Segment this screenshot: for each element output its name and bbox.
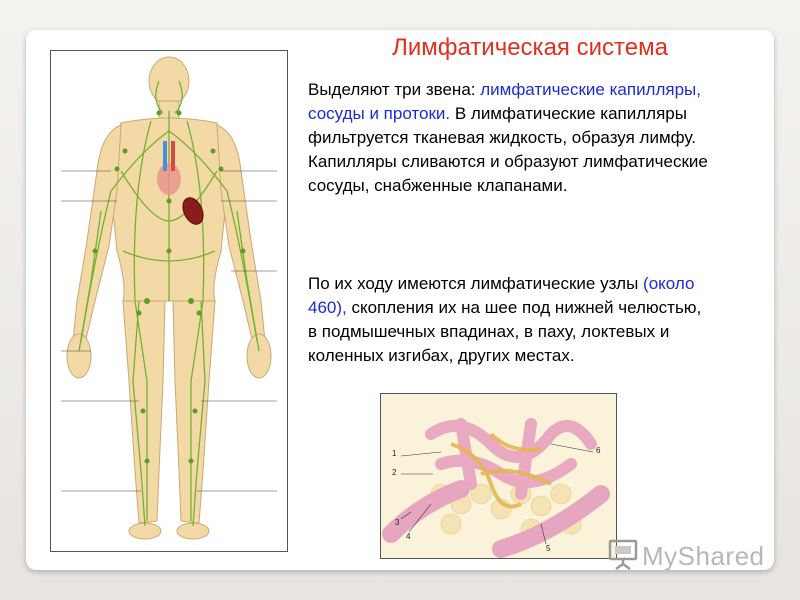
- capillary-network-illustration: [380, 393, 617, 559]
- capillary-label-6: 6: [596, 446, 601, 455]
- paragraph-nodes: [308, 272, 708, 368]
- paragraph-links-highlight: лимфатические капилляры, сосуды и протоки.: [308, 80, 702, 123]
- lymphatic-body-illustration: [50, 50, 288, 552]
- presentation-board-icon: [608, 538, 638, 575]
- capillary-label-3: 3: [395, 518, 400, 527]
- paragraph-links: [308, 78, 708, 198]
- capillary-illustration-svg: [381, 394, 616, 558]
- myshared-logo[interactable]: [608, 538, 765, 574]
- paragraph-links-rest: В лимфатические капилляры фильтруется тканевая жидкость, образуя лимфу. Капилляры сливаются и образуют лимфатические сосуды, снабженные клапанами.: [308, 104, 708, 195]
- slide-title: Лимфатическая система: [392, 34, 668, 61]
- logo-text: MyShared: [642, 540, 765, 571]
- paragraph-nodes-highlight: (около 460),: [308, 274, 695, 317]
- paragraph-nodes-lead: По их ходу имеются лимфатические узлы: [308, 274, 644, 293]
- capillary-label-5: 5: [546, 544, 551, 553]
- body-illustration-svg: [51, 51, 287, 551]
- capillary-label-1: 1: [392, 449, 397, 458]
- capillary-label-2: 2: [392, 468, 397, 477]
- capillary-label-4: 4: [406, 532, 411, 541]
- paragraph-nodes-rest: скопления их на шее под нижней челюстью, в подмышечных впадинах, в паху, локтевых и коленных изгибах, других местах.: [308, 298, 702, 365]
- paragraph-links-lead: Выделяют три звена:: [308, 80, 481, 99]
